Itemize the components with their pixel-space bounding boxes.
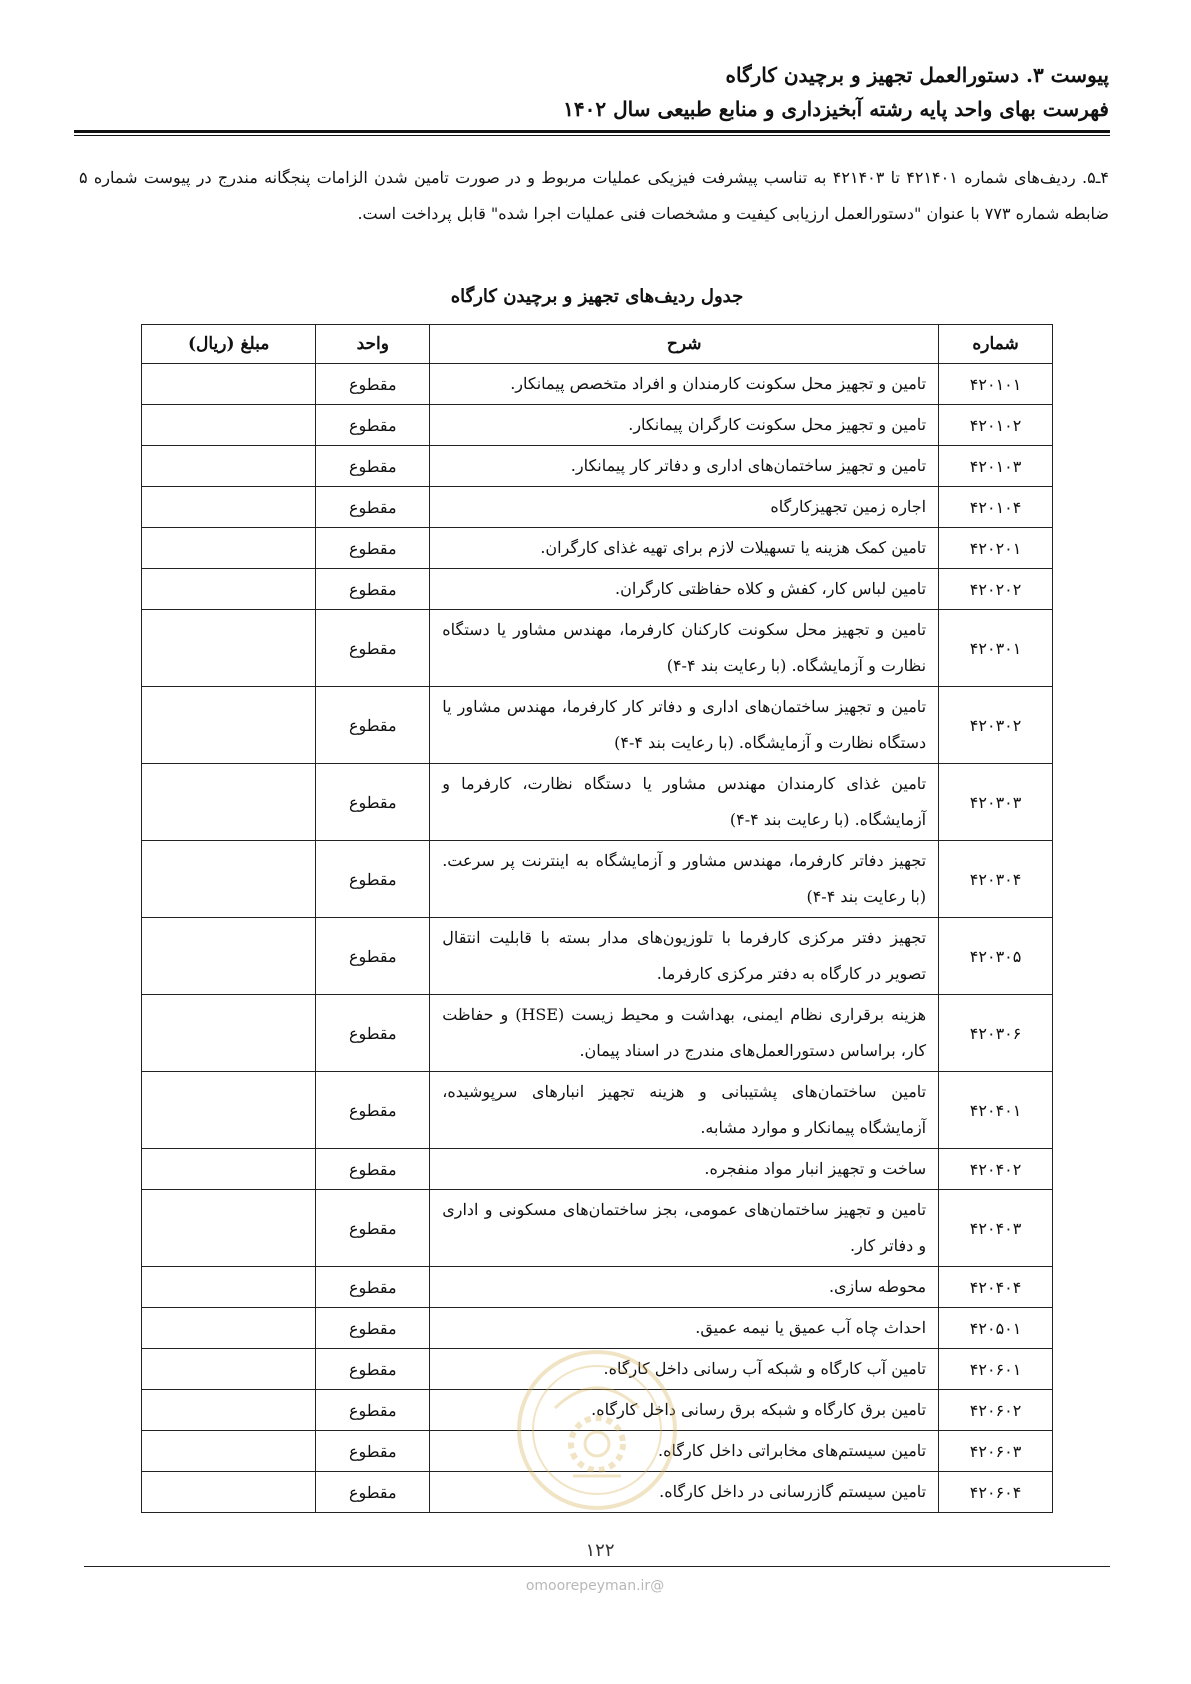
row-unit: مقطوع (316, 764, 430, 841)
header-rule-thick (74, 130, 1110, 133)
row-unit: مقطوع (316, 1190, 430, 1267)
row-number: ۴۲۰۴۰۱ (939, 1072, 1053, 1149)
row-unit: مقطوع (316, 1472, 430, 1513)
intro-text: ۴ـ۵. ردیف‌های شماره ۴۲۱۴۰۱ تا ۴۲۱۴۰۳ به تناسب پیشرفت فیزیکی عملیات مربوط و در صورت تامین شدن الزامات پنجگانه مندرج در پیوست شماره ۵ ضابطه شماره ۷۷۳ با عنوان "دستورالعمل ارزیابی کیفیت و مشخصات فنی عملیات اجرا شده" قابل پرداخت است. (79, 168, 1110, 223)
row-unit: مقطوع (316, 687, 430, 764)
column-header-number: شماره (939, 325, 1053, 364)
footer-rule (84, 1566, 1110, 1567)
row-unit: مقطوع (316, 446, 430, 487)
row-description: تامین و تجهیز محل سکونت کارکنان کارفرما، مهندس مشاور یا دستگاه نظارت و آزمایشگاه. (با رعایت بند ۴-۴) (430, 610, 939, 687)
row-amount (142, 918, 316, 995)
table-row (142, 610, 1053, 687)
row-amount (142, 487, 316, 528)
table-title: جدول ردیف‌های تجهیز و برچیدن کارگاه (450, 286, 744, 307)
row-number: ۴۲۰۶۰۱ (939, 1349, 1053, 1390)
row-number: ۴۲۰۳۰۳ (939, 764, 1053, 841)
table-row (142, 995, 1053, 1072)
row-description: تامین آب کارگاه و شبکه آب رسانی داخل کارگاه. (430, 1349, 939, 1390)
table-body (142, 364, 1053, 1513)
row-amount (142, 1149, 316, 1190)
table-row (142, 528, 1053, 569)
row-number: ۴۲۰۱۰۴ (939, 487, 1053, 528)
watermark-text: @omoorepeyman.ir (525, 1578, 665, 1594)
row-number: ۴۲۰۵۰۱ (939, 1308, 1053, 1349)
row-number: ۴۲۰۱۰۲ (939, 405, 1053, 446)
row-description: تامین سیستم گازرسانی در داخل کارگاه. (430, 1472, 939, 1513)
table-row (142, 1149, 1053, 1190)
row-unit: مقطوع (316, 1149, 430, 1190)
row-amount (142, 405, 316, 446)
row-number: ۴۲۰۳۰۶ (939, 995, 1053, 1072)
row-description: تامین برق کارگاه و شبکه برق رسانی داخل کارگاه. (430, 1390, 939, 1431)
column-header-unit: واحد (316, 325, 430, 364)
row-description: تامین غذای کارمندان مهندس مشاور یا دستگاه نظارت، کارفرما و آزمایشگاه. (با رعایت بند ۴-۴) (430, 764, 939, 841)
table-row (142, 569, 1053, 610)
row-description: هزینه برقراری نظام ایمنی، بهداشت و محیط زیست (HSE) و حفاظت کار، براساس دستورالعمل‌های مندرج در اسناد پیمان. (430, 995, 939, 1072)
header-subtitle: فهرست بهای واحد پایه رشته آبخیزداری و منابع طبیعی سال ۱۴۰۲ (563, 97, 1109, 121)
row-number: ۴۲۰۶۰۲ (939, 1390, 1053, 1431)
row-unit: مقطوع (316, 364, 430, 405)
page-header (79, 58, 1109, 126)
row-unit: مقطوع (316, 1349, 430, 1390)
table-row (142, 918, 1053, 995)
items-table (141, 324, 1053, 1513)
row-unit: مقطوع (316, 1267, 430, 1308)
table-row (142, 1190, 1053, 1267)
row-description: تامین و تجهیز ساختمان‌های عمومی، بجز ساختمان‌های مسکونی و اداری و دفاتر کار. (430, 1190, 939, 1267)
row-unit: مقطوع (316, 1308, 430, 1349)
row-number: ۴۲۰۳۰۵ (939, 918, 1053, 995)
row-description: تجهیز دفتر مرکزی کارفرما با تلوزیون‌های مدار بسته با قابلیت انتقال تصویر در کارگاه به دفتر مرکزی کارفرما. (430, 918, 939, 995)
row-description: تامین ساختمان‌های پشتیبانی و هزینه تجهیز انبارهای سرپوشیده، آزمایشگاه پیمانکار و موارد مشابه. (430, 1072, 939, 1149)
row-description: ساخت و تجهیز انبار مواد منفجره. (430, 1149, 939, 1190)
row-description: تامین و تجهیز ساختمان‌های اداری و دفاتر کار پیمانکار. (430, 446, 939, 487)
row-number: ۴۲۰۴۰۴ (939, 1267, 1053, 1308)
row-description: تامین کمک هزینه یا تسهیلات لازم برای تهیه غذای کارگران. (430, 528, 939, 569)
header-title: پیوست ۳. دستورالعمل تجهیز و برچیدن کارگاه (725, 63, 1109, 87)
row-amount (142, 569, 316, 610)
row-amount (142, 764, 316, 841)
row-amount (142, 841, 316, 918)
row-amount (142, 528, 316, 569)
table-row (142, 405, 1053, 446)
row-amount (142, 1431, 316, 1472)
row-number: ۴۲۰۳۰۴ (939, 841, 1053, 918)
row-number: ۴۲۰۲۰۲ (939, 569, 1053, 610)
column-header-description: شرح (430, 325, 939, 364)
row-number: ۴۲۰۴۰۳ (939, 1190, 1053, 1267)
table-row (142, 764, 1053, 841)
row-amount (142, 364, 316, 405)
table-row (142, 841, 1053, 918)
table-row (142, 1267, 1053, 1308)
row-amount (142, 1267, 316, 1308)
row-amount (142, 1390, 316, 1431)
row-number: ۴۲۰۳۰۲ (939, 687, 1053, 764)
row-unit: مقطوع (316, 610, 430, 687)
row-amount (142, 610, 316, 687)
row-amount (142, 995, 316, 1072)
row-unit: مقطوع (316, 1072, 430, 1149)
row-number: ۴۲۰۱۰۱ (939, 364, 1053, 405)
row-unit: مقطوع (316, 1431, 430, 1472)
row-unit: مقطوع (316, 569, 430, 610)
row-description: محوطه سازی. (430, 1267, 939, 1308)
row-unit: مقطوع (316, 487, 430, 528)
column-header-amount: مبلغ (ریال) (142, 325, 316, 364)
intro-paragraph (79, 160, 1109, 232)
row-number: ۴۲۰۶۰۳ (939, 1431, 1053, 1472)
row-unit: مقطوع (316, 1390, 430, 1431)
table-row (142, 487, 1053, 528)
row-number: ۴۲۰۱۰۳ (939, 446, 1053, 487)
row-description: تامین لباس کار، کفش و کلاه حفاظتی کارگران. (430, 569, 939, 610)
row-amount (142, 1472, 316, 1513)
row-amount (142, 446, 316, 487)
row-unit: مقطوع (316, 995, 430, 1072)
row-description: اجاره زمین تجهیزکارگاه (430, 487, 939, 528)
row-unit: مقطوع (316, 405, 430, 446)
page-number: ۱۲۲ (585, 1540, 615, 1561)
row-unit: مقطوع (316, 918, 430, 995)
row-number: ۴۲۰۳۰۱ (939, 610, 1053, 687)
row-amount (142, 1349, 316, 1390)
table-row (142, 1308, 1053, 1349)
row-description: احداث چاه آب عمیق یا نیمه عمیق. (430, 1308, 939, 1349)
row-description: تامین و تجهیز ساختمان‌های اداری و دفاتر کار کارفرما، مهندس مشاور یا دستگاه نظارت و آزمایشگاه. (با رعایت بند ۴-۴) (430, 687, 939, 764)
row-description: تجهیز دفاتر کارفرما، مهندس مشاور و آزمایشگاه به اینترنت پر سرعت. (با رعایت بند ۴-۴) (430, 841, 939, 918)
row-unit: مقطوع (316, 528, 430, 569)
row-description: تامین و تجهیز محل سکونت کارگران پیمانکار. (430, 405, 939, 446)
row-description: تامین و تجهیز محل سکونت کارمندان و افراد متخصص پیمانکار. (430, 364, 939, 405)
row-amount (142, 1308, 316, 1349)
row-description: تامین سیستم‌های مخابراتی داخل کارگاه. (430, 1431, 939, 1472)
row-unit: مقطوع (316, 841, 430, 918)
row-number: ۴۲۰۴۰۲ (939, 1149, 1053, 1190)
table-row (142, 687, 1053, 764)
table-row (142, 364, 1053, 405)
table-row (142, 446, 1053, 487)
seal-stamp (515, 1348, 679, 1512)
row-number: ۴۲۰۶۰۴ (939, 1472, 1053, 1513)
header-rule-thin (74, 135, 1110, 136)
row-amount (142, 1072, 316, 1149)
row-number: ۴۲۰۲۰۱ (939, 528, 1053, 569)
table-header-row (142, 325, 1053, 364)
row-amount (142, 1190, 316, 1267)
table-row (142, 1072, 1053, 1149)
row-amount (142, 687, 316, 764)
